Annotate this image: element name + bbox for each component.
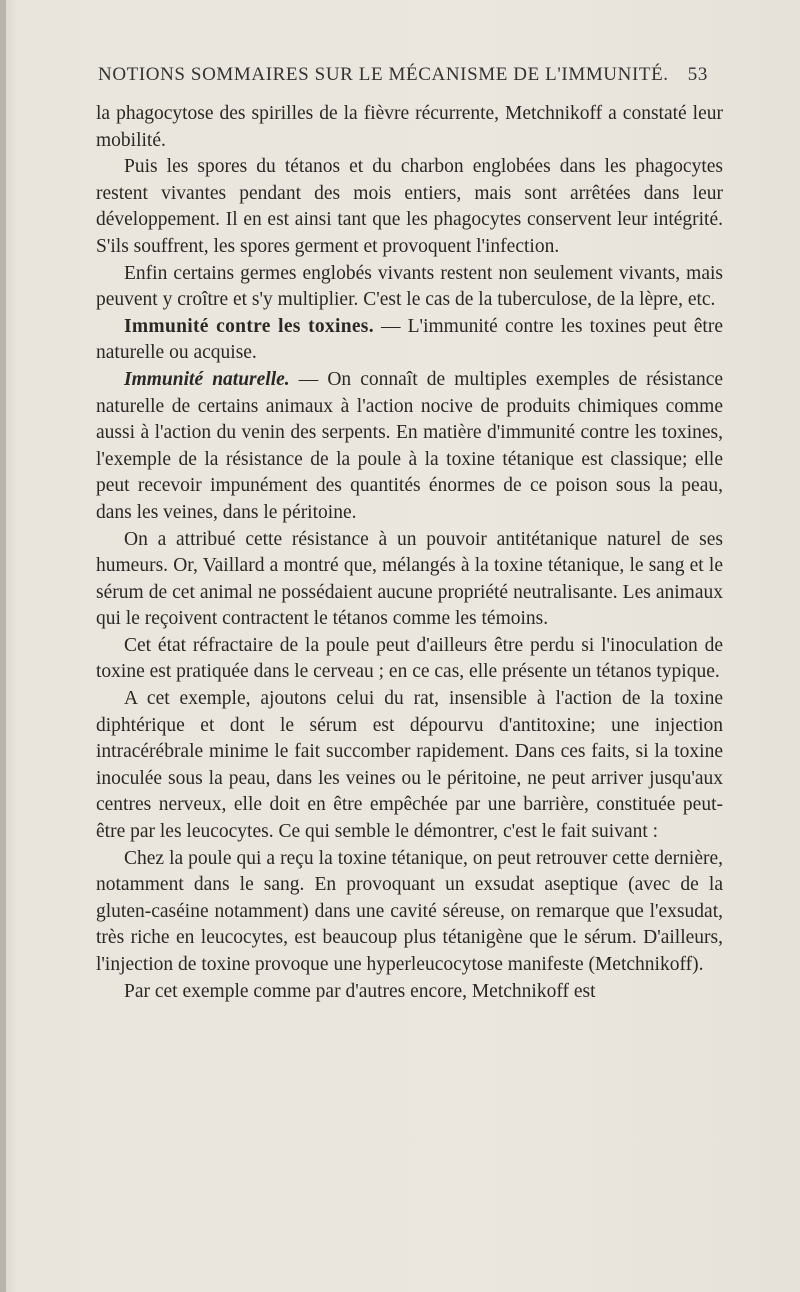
paragraph-2: Puis les spores du tétanos et du charbon englobées dans les phagocytes restent vivantes pendant des mois entiers, mais sont arrêtées dans leur développement. Il en est ainsi tant que les phagocytes conservent leur intégrité. S'ils souffrent, les spores germent et provoquent l'infection.	[96, 156, 723, 257]
paragraph-5-text: — On connaît de multiples exemples de résistance naturelle de certains animaux à l'action nocive de produits chimiques comme aussi à l'action du venin des serpents. En matière d'immunité contre les toxines, l'exemple de la résistance de la poule à la toxine tétanique est classique; elle peut recevoir impunément des quantités énormes de ce poison sous la peau, dans les veines, dans le péritoine.	[96, 368, 724, 523]
body-text	[96, 101, 723, 1005]
paragraph-3: Enfin certains germes englobés vivants restent non seulement vivants, mais peuvent y croître et s'y multiplier. C'est le cas de la tuberculose, de la lèpre, etc.	[96, 262, 723, 311]
page-binding-edge	[0, 0, 6, 1292]
paragraph-7: Cet état réfractaire de la poule peut d'ailleurs être perdu si l'inoculation de toxine est pratiquée dans le cerveau ; en ce cas, elle présente un tétanos typique.	[96, 634, 723, 683]
header-title: NOTIONS SOMMAIRES SUR LE MÉCANISME DE L'IMMUNITÉ.	[98, 64, 669, 85]
paragraph-4-text: — L'immunité contre les toxines peut être naturelle ou acquise.	[96, 315, 723, 364]
paragraph-9: Chez la poule qui a reçu la toxine tétanique, on peut retrouver cette dernière, notamment dans le sang. En provoquant un exsudat aseptique (avec de la gluten-caséine notamment) dans une cavité séreuse, on remarque que l'exsudat, très riche en leucocytes, est beaucoup plus tétanigène que le sérum. D'ailleurs, l'injection de toxine provoque une hyperleucocytose manifeste (Metchnikoff).	[96, 847, 723, 975]
paragraph-4	[96, 314, 723, 367]
section-heading-toxins: Immunité contre les toxines.	[124, 315, 374, 337]
paragraph-8: A cet exemple, ajoutons celui du rat, insensible à l'action de la toxine diphtérique et dont le sérum est dépourvu d'antitoxine; une injection intracérébrale minime le fait succomber rapidement. Dans ces faits, si la toxine inoculée sous la peau, dans les veines ou le péritoine, ne peut arriver jusqu'aux centres nerveux, elle doit en être empêchée par une barrière, constituée peut-être par les leucocytes. Ce qui semble le démontrer, c'est le fait suivant :	[96, 688, 723, 843]
paragraph-10: Par cet exemple comme par d'autres encore, Metchnikoff est	[124, 980, 596, 1002]
section-heading-natural: Immunité naturelle.	[124, 368, 290, 390]
paragraph-5	[96, 367, 723, 527]
paragraph-1: la phagocytose des spirilles de la fièvre récurrente, Metchnikoff a constaté leur mobilité.	[96, 103, 723, 151]
page-number: 53	[687, 64, 708, 85]
paragraph-6: On a attribué cette résistance à un pouvoir antitétanique naturel de ses humeurs. Or, Vaillard a montré que, mélangés à la toxine tétanique, le sang et le sérum de cet animal ne possédaient aucune propriété neutralisante. Les animaux qui le reçoivent contractent le tétanos comme les témoins.	[96, 528, 723, 630]
running-header	[98, 64, 708, 86]
